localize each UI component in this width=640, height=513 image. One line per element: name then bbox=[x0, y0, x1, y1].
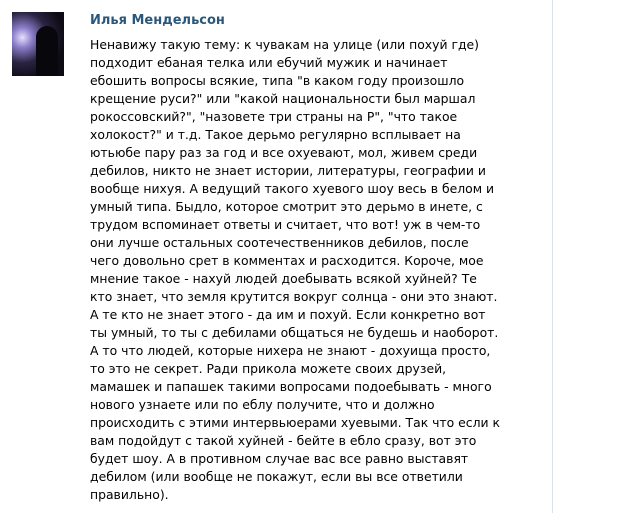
post-text-line: рокоссовский?", "назовете три страны на Р", "что такое bbox=[90, 109, 458, 124]
post-text-line: умный типа. Быдло, которое смотрит это дерьмо в инете, с bbox=[90, 199, 483, 214]
post-text-line: А то что людей, которые нихера не знают - дохуища просто, bbox=[90, 343, 491, 358]
post-text-line: правильно). bbox=[90, 487, 169, 502]
post-text-line: крещение руси?" или "какой национальности был маршал bbox=[90, 91, 476, 106]
post-text-line: ютьюбе пару раз за год и все охуевают, мол, живем среди bbox=[90, 145, 478, 160]
post-text-line: вам подойдут с такой хуйней - бейте в ебло сразу, вот это bbox=[90, 433, 477, 448]
post-text-line: дебилов, никто не знает истории, литературы, географии и bbox=[90, 163, 486, 178]
post-text-line: трудом вспоминает ответы и считает, что вот! уж в чем-то bbox=[90, 217, 481, 232]
post-text-line: происходить с этими интервьюерами хуевыми. Так что если к bbox=[90, 415, 501, 430]
post-text-line: ты умный, то ты с дебилами общаться не будешь и наоборот. bbox=[90, 325, 499, 340]
post-text-line: то это не секрет. Ради прикола можете своих друзей, bbox=[90, 361, 447, 376]
post-text bbox=[90, 36, 500, 504]
post-text-line: ебошить вопросы всякие, типа "в каком году произошло bbox=[90, 73, 465, 88]
post-text-line: А те кто не знает этого - да им и похуй. Если конкретно вот bbox=[90, 307, 486, 322]
post-text-line: дебилом (или вообще не покажут, если вы все ответили bbox=[90, 469, 463, 484]
column-divider bbox=[552, 0, 553, 513]
post-text-line: будет шоу. А в противном случае вас все равно выставят bbox=[90, 451, 469, 466]
post-text-line: подходит ебаная телка или ебучий мужик и начинает bbox=[90, 55, 448, 70]
post-text-line: мамашек и папашек такими вопросами подоебывать - много bbox=[90, 379, 492, 394]
post-text-line: чего довольно срет в комментах и расходится. Короче, мое bbox=[90, 253, 484, 268]
author-avatar[interactable] bbox=[12, 12, 64, 76]
post-text-line: вообще нихуя. А ведущий такого хуевого шоу весь в белом и bbox=[90, 181, 495, 196]
post-text-line: они лучше остальных соотечественников дебилов, после bbox=[90, 235, 469, 250]
author-name-link[interactable]: Илья Мендельсон bbox=[90, 13, 225, 28]
post-text-line: Ненавижу такую тему: к чувакам на улице (или похуй где) bbox=[90, 37, 479, 52]
post-text-line: холокост?" и т.д. Такое дерьмо регулярно всплывает на bbox=[90, 127, 461, 142]
post-text-line: нового узнаете или по еблу получите, что и должно bbox=[90, 397, 435, 412]
avatar-figure bbox=[36, 26, 58, 76]
post-text-line: кто знает, что земля крутится вокруг солнца - они это знают. bbox=[90, 289, 498, 304]
post-text-line: мнение такое - нахуй людей доебывать всякой хуйней? Те bbox=[90, 271, 477, 286]
